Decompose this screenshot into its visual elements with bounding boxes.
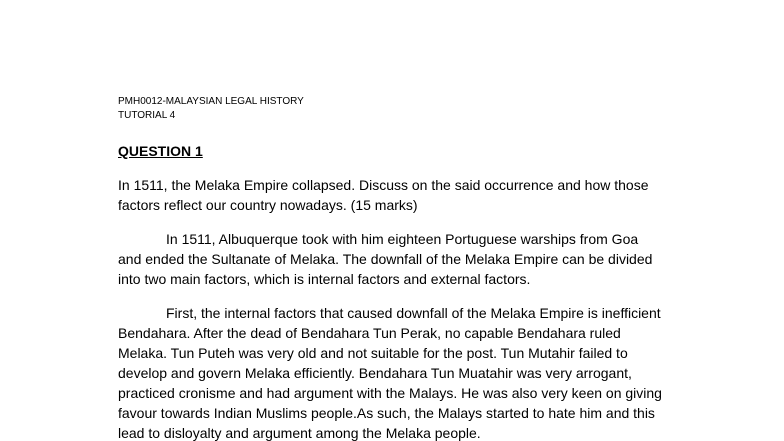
answer-paragraph-1: In 1511, Albuquerque took with him eighteen Portuguese warships from Goa and ended the Sultanate of Melaka. The downfall of the Melaka Empire can be divided into two main factors, which is internal factors and external factors. [118, 231, 653, 287]
answer-paragraph-2: First, the internal factors that caused downfall of the Melaka Empire is inefficient Bendahara. After the dead of Bendahara Tun Perak, no capable Bendahara ruled Melaka. Tun Puteh was very old and not suitable for the post. Tun Mutahir failed to develop and govern Melaka efficiently. Bendahara Tun Muatahir was very arrogant, practiced cronisme and had argument with the Malays. He was also very keen on giving favour towards Indian Muslims people.As such, the Malays started to hate him and this lead to disloyalty and argument among the Melaka people. [118, 305, 662, 441]
question-title: QUESTION 1 [118, 143, 203, 159]
tutorial-header: TUTORIAL 4 [118, 110, 176, 121]
document-body [118, 95, 663, 441]
question-text: In 1511, the Melaka Empire collapsed. Discuss on the said occurrence and how those factors reflect our country nowadays. (15 marks) [118, 177, 649, 213]
course-header: PMH0012-MALAYSIAN LEGAL HISTORY [118, 96, 304, 107]
